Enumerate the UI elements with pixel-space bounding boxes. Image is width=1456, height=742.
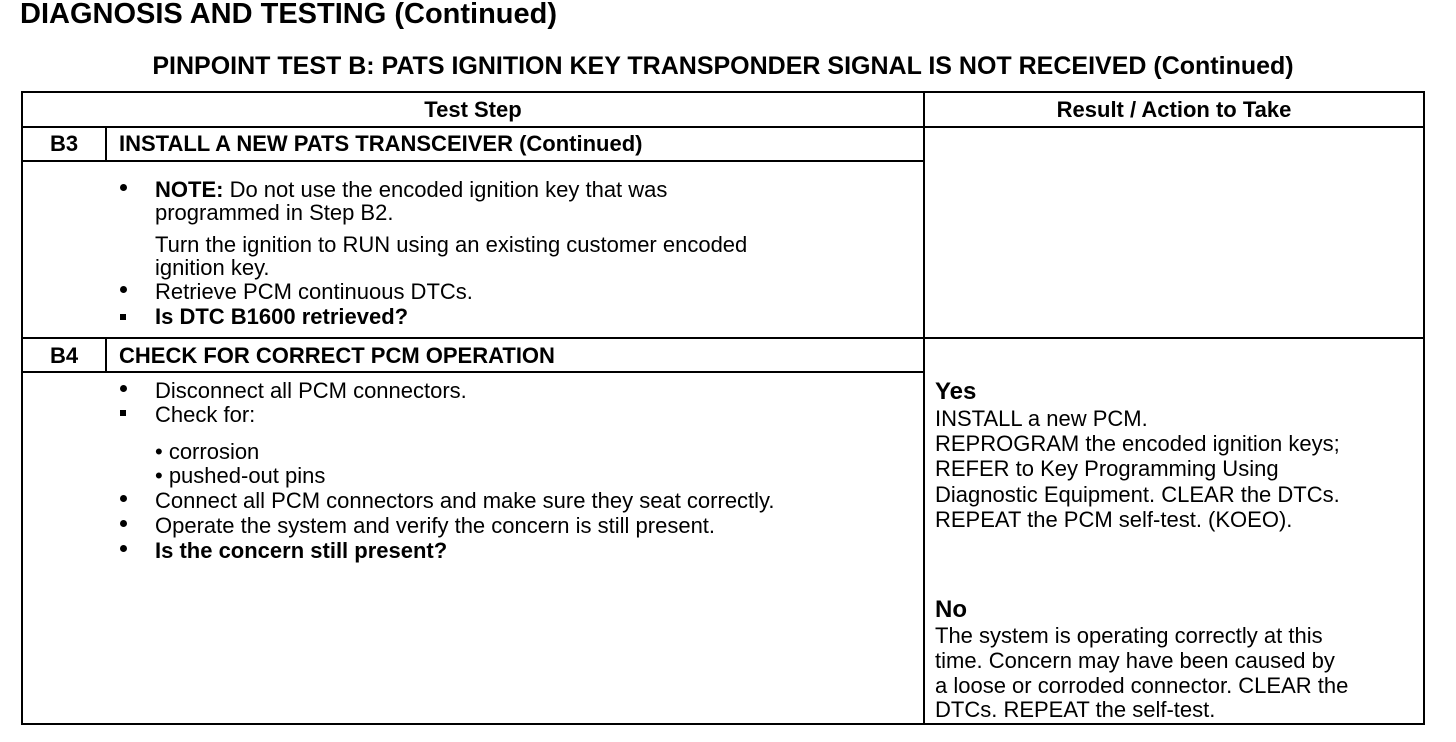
result-yes-line: INSTALL a new PCM. (935, 406, 1148, 431)
bullet-icon (120, 495, 127, 502)
step-divider (23, 337, 1423, 339)
b3-turn-line1: Turn the ignition to RUN using an existing customer encoded (155, 232, 748, 257)
step-b4-title: CHECK FOR CORRECT PCM OPERATION (119, 343, 555, 368)
b4-disconnect: Disconnect all PCM connectors. (155, 378, 467, 403)
b3-id-divider (105, 126, 107, 160)
pinpoint-test-subtitle: PINPOINT TEST B: PATS IGNITION KEY TRANSPONDER SIGNAL IS NOT RECEIVED (Continued) (152, 52, 1294, 80)
b3-title-divider (23, 160, 923, 162)
result-yes-line: REPEAT the PCM self-test. (KOEO). (935, 507, 1293, 532)
b3-note-line2: programmed in Step B2. (155, 200, 394, 225)
step-b3-title: INSTALL A NEW PATS TRANSCEIVER (Continued) (119, 131, 643, 156)
b4-check-for: Check for: (155, 402, 256, 427)
step-b3-id: B3 (49, 131, 79, 156)
result-no-line: time. Concern may have been caused by (935, 648, 1335, 673)
result-yes-line: REPROGRAM the encoded ignition keys; (935, 431, 1340, 456)
b4-operate: Operate the system and verify the concern is still present. (155, 513, 716, 538)
b3-note-line1 (155, 178, 667, 201)
step-b4-id: B4 (49, 343, 79, 368)
b4-connect: Connect all PCM connectors and make sure they seat correctly. (155, 488, 775, 513)
note-label: NOTE: (155, 177, 224, 202)
bullet-icon (120, 286, 127, 293)
bullet-square-icon (120, 314, 126, 320)
result-yes-label: Yes (935, 378, 977, 405)
pinpoint-test-table (21, 91, 1425, 725)
result-no-line: a loose or corroded connector. CLEAR the (935, 673, 1349, 698)
result-yes-line: REFER to Key Programming Using (935, 456, 1279, 481)
b4-sub-pushed-out: • pushed-out pins (155, 463, 326, 488)
b3-turn-line2: ignition key. (155, 255, 270, 280)
result-no-line: DTCs. REPEAT the self-test. (935, 697, 1216, 722)
b4-question: Is the concern still present? (155, 538, 448, 563)
result-yes-line: Diagnostic Equipment. CLEAR the DTCs. (935, 482, 1340, 507)
page-title: DIAGNOSIS AND TESTING (Continued) (20, 0, 558, 30)
column-header-result: Result / Action to Take (1056, 97, 1292, 122)
column-header-test-step: Test Step (424, 97, 522, 122)
result-no-line: The system is operating correctly at this (935, 623, 1323, 648)
bullet-icon (120, 520, 127, 527)
b3-question: Is DTC B1600 retrieved? (155, 304, 409, 329)
header-divider (23, 126, 1423, 128)
bullet-icon (120, 545, 127, 552)
bullet-square-icon (120, 410, 126, 416)
b4-id-divider (105, 337, 107, 371)
b4-sub-corrosion: • corrosion (155, 439, 260, 464)
note-text: Do not use the encoded ignition key that was (223, 177, 668, 202)
column-divider (923, 93, 925, 723)
bullet-icon (120, 385, 127, 392)
bullet-icon (120, 184, 127, 191)
b4-title-divider (23, 371, 923, 373)
result-no-label: No (935, 596, 967, 623)
b3-retrieve: Retrieve PCM continuous DTCs. (155, 279, 473, 304)
